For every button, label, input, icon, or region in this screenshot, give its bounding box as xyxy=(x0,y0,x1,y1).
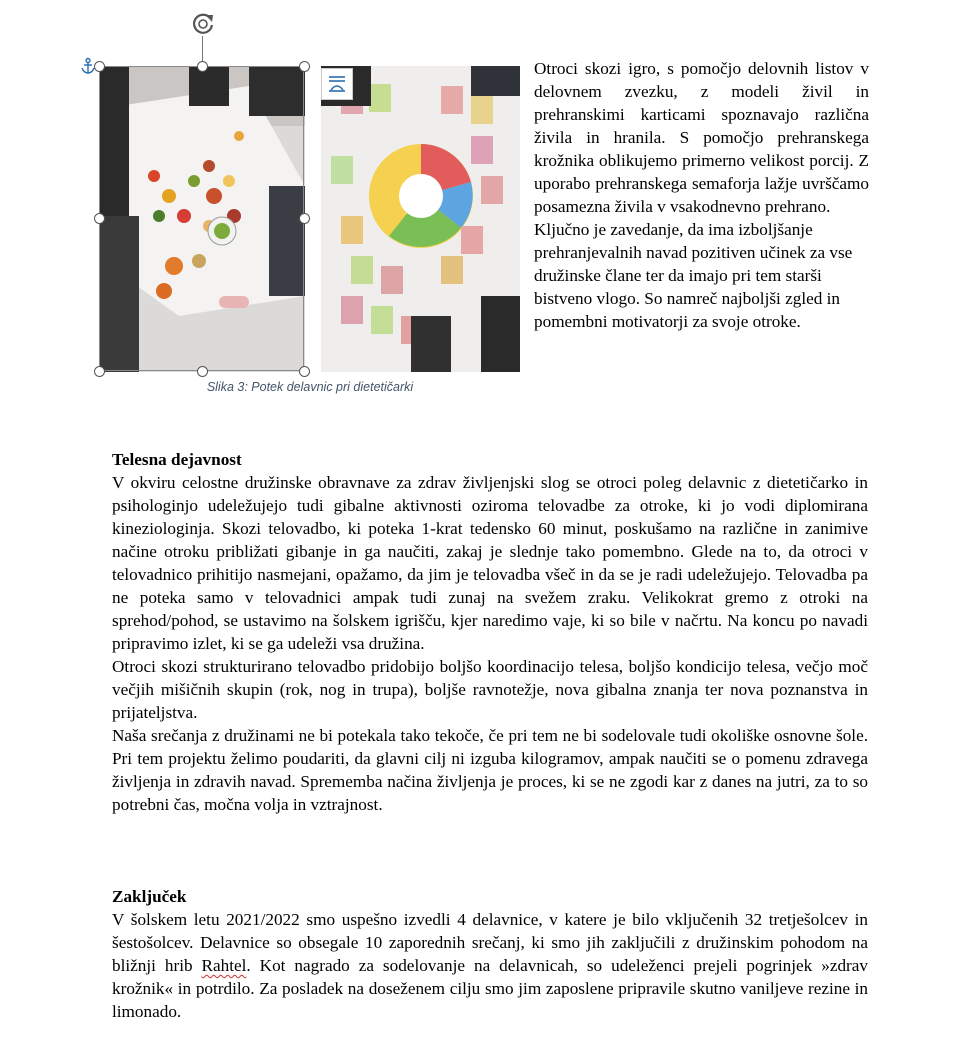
resize-handle-top-left[interactable] xyxy=(94,61,105,72)
paragraph-text: V šolskem letu 2021/2022 smo uspešno izvedli 4 delavnice, v katere je bilo vključenih 32 tretješolcev in šestošolcev. Delavnice so obsegale 10 zaporednih srečanj, ki smo jih zaključili z družinskim pohodom na bližnji hrib xyxy=(112,910,868,975)
resize-handle-bottom-left[interactable] xyxy=(94,366,105,377)
resize-handle-bottom[interactable] xyxy=(197,366,208,377)
resize-handle-bottom-right[interactable] xyxy=(299,366,310,377)
photo-food-models-image xyxy=(99,66,305,372)
photo-nutrition-cards-image xyxy=(321,66,520,372)
resize-handle-top[interactable] xyxy=(197,61,208,72)
rotate-icon[interactable] xyxy=(189,10,217,38)
body-paragraph: Naša srečanja z družinami ne bi potekala tako tekoče, če pri tem ne bi sodelovale tudi okoliške osnovne šole. Pri tem projektu želimo poudariti, da glavni cilj ni izguba kilogramov, ampak naučiti se o pomenu zdravega življenja in zdravih navad. Sprememba načina življenja je proces, ki se ne zgodi kar z danes na jutri, za to so potrebni čas, močna volja in vztrajnost. xyxy=(112,726,868,814)
section-zakljucek xyxy=(112,885,868,1023)
photo-nutrition-cards[interactable] xyxy=(321,66,520,372)
layout-options-icon[interactable] xyxy=(321,68,353,100)
spelling-flagged-word[interactable]: Rahtel xyxy=(201,956,247,975)
side-text-block xyxy=(534,57,869,333)
section-telesna-dejavnost xyxy=(112,448,868,816)
body-paragraph: V okviru celostne družinske obravnave za zdrav življenjski slog se otroci poleg delavnic z dietetičarko in psihologinjo udeležujejo tudi gibalne aktivnosti oziroma telovadbe za otroke, ki jo vodi diplomirana kineziologinja. Skozi telovadbo, ki poteka 1-krat tedensko 60 minut, poskušamo na različne in zanimive načine otroku približati gibanje in ga naučiti, zakaj je slednje tako pomembno. Glede na to, da otroci v telovadnico prihitijo nasmejani, opažamo, da jim je telovadba všeč in da se je radi udeležujejo. Telovadba pa ne poteka samo v telovadnici ampak tudi zunaj na svežem zraku. Velikokrat gremo z otroki na sprehod/pohod, se ustavimo na šolskem igrišču, kjer naredimo vaje, ki so bile v načrtu. Na koncu po navadi pripravimo izlet, ki se ga udeleži vsa družina. xyxy=(112,473,868,653)
resize-handle-left[interactable] xyxy=(94,213,105,224)
resize-handle-top-right[interactable] xyxy=(299,61,310,72)
photo-food-models[interactable] xyxy=(99,66,305,372)
figure-caption: Slika 3: Potek delavnic pri dietetičarki xyxy=(206,380,414,394)
side-paragraph: Otroci skozi igro, s pomočjo delovnih listov v delovnem zvezku, z modeli živil in prehranskimi karticami spoznavajo različna živila in hranila. S pomočjo prehranskega krožnika oblikujemo primerno velikost porcij. Z uporabo prehranskega semaforja lažje uvrščamo posamezna živila v vsakodnevno prehrano. xyxy=(534,59,869,216)
paragraph-text: . Kot nagrado za sodelovanje na delavnicah, so udeleženci prejeli pogrinjek »zdrav krožnik« in potrdilo. Za posladek na doseženem cilju smo jim zaposlene pripravile skutno vaniljeve rezine in limonado. xyxy=(112,956,868,1021)
resize-handle-right[interactable] xyxy=(299,213,310,224)
section-heading: Telesna dejavnost xyxy=(112,450,242,469)
body-paragraph xyxy=(112,908,868,1023)
side-paragraph: Ključno je zavedanje, da ima izboljšanje prehranjevalnih navad pozitiven učinek za vse družinske člane ter da imajo pri tem starši bistveno vlogo. So namreč najboljši zgled in pomembni motivatorji za svoje otroke. xyxy=(534,220,853,331)
section-heading: Zaključek xyxy=(112,887,187,906)
body-paragraph: Otroci skozi strukturirano telovadbo pridobijo boljšo koordinacijo telesa, boljšo kondicijo telesa, večjo moč večjih mišičnih skupin (rok, nog in trupa), boljše ravnotežje, nova gibalna znanja ter nova poznanstva in prijateljstva. xyxy=(112,657,868,722)
